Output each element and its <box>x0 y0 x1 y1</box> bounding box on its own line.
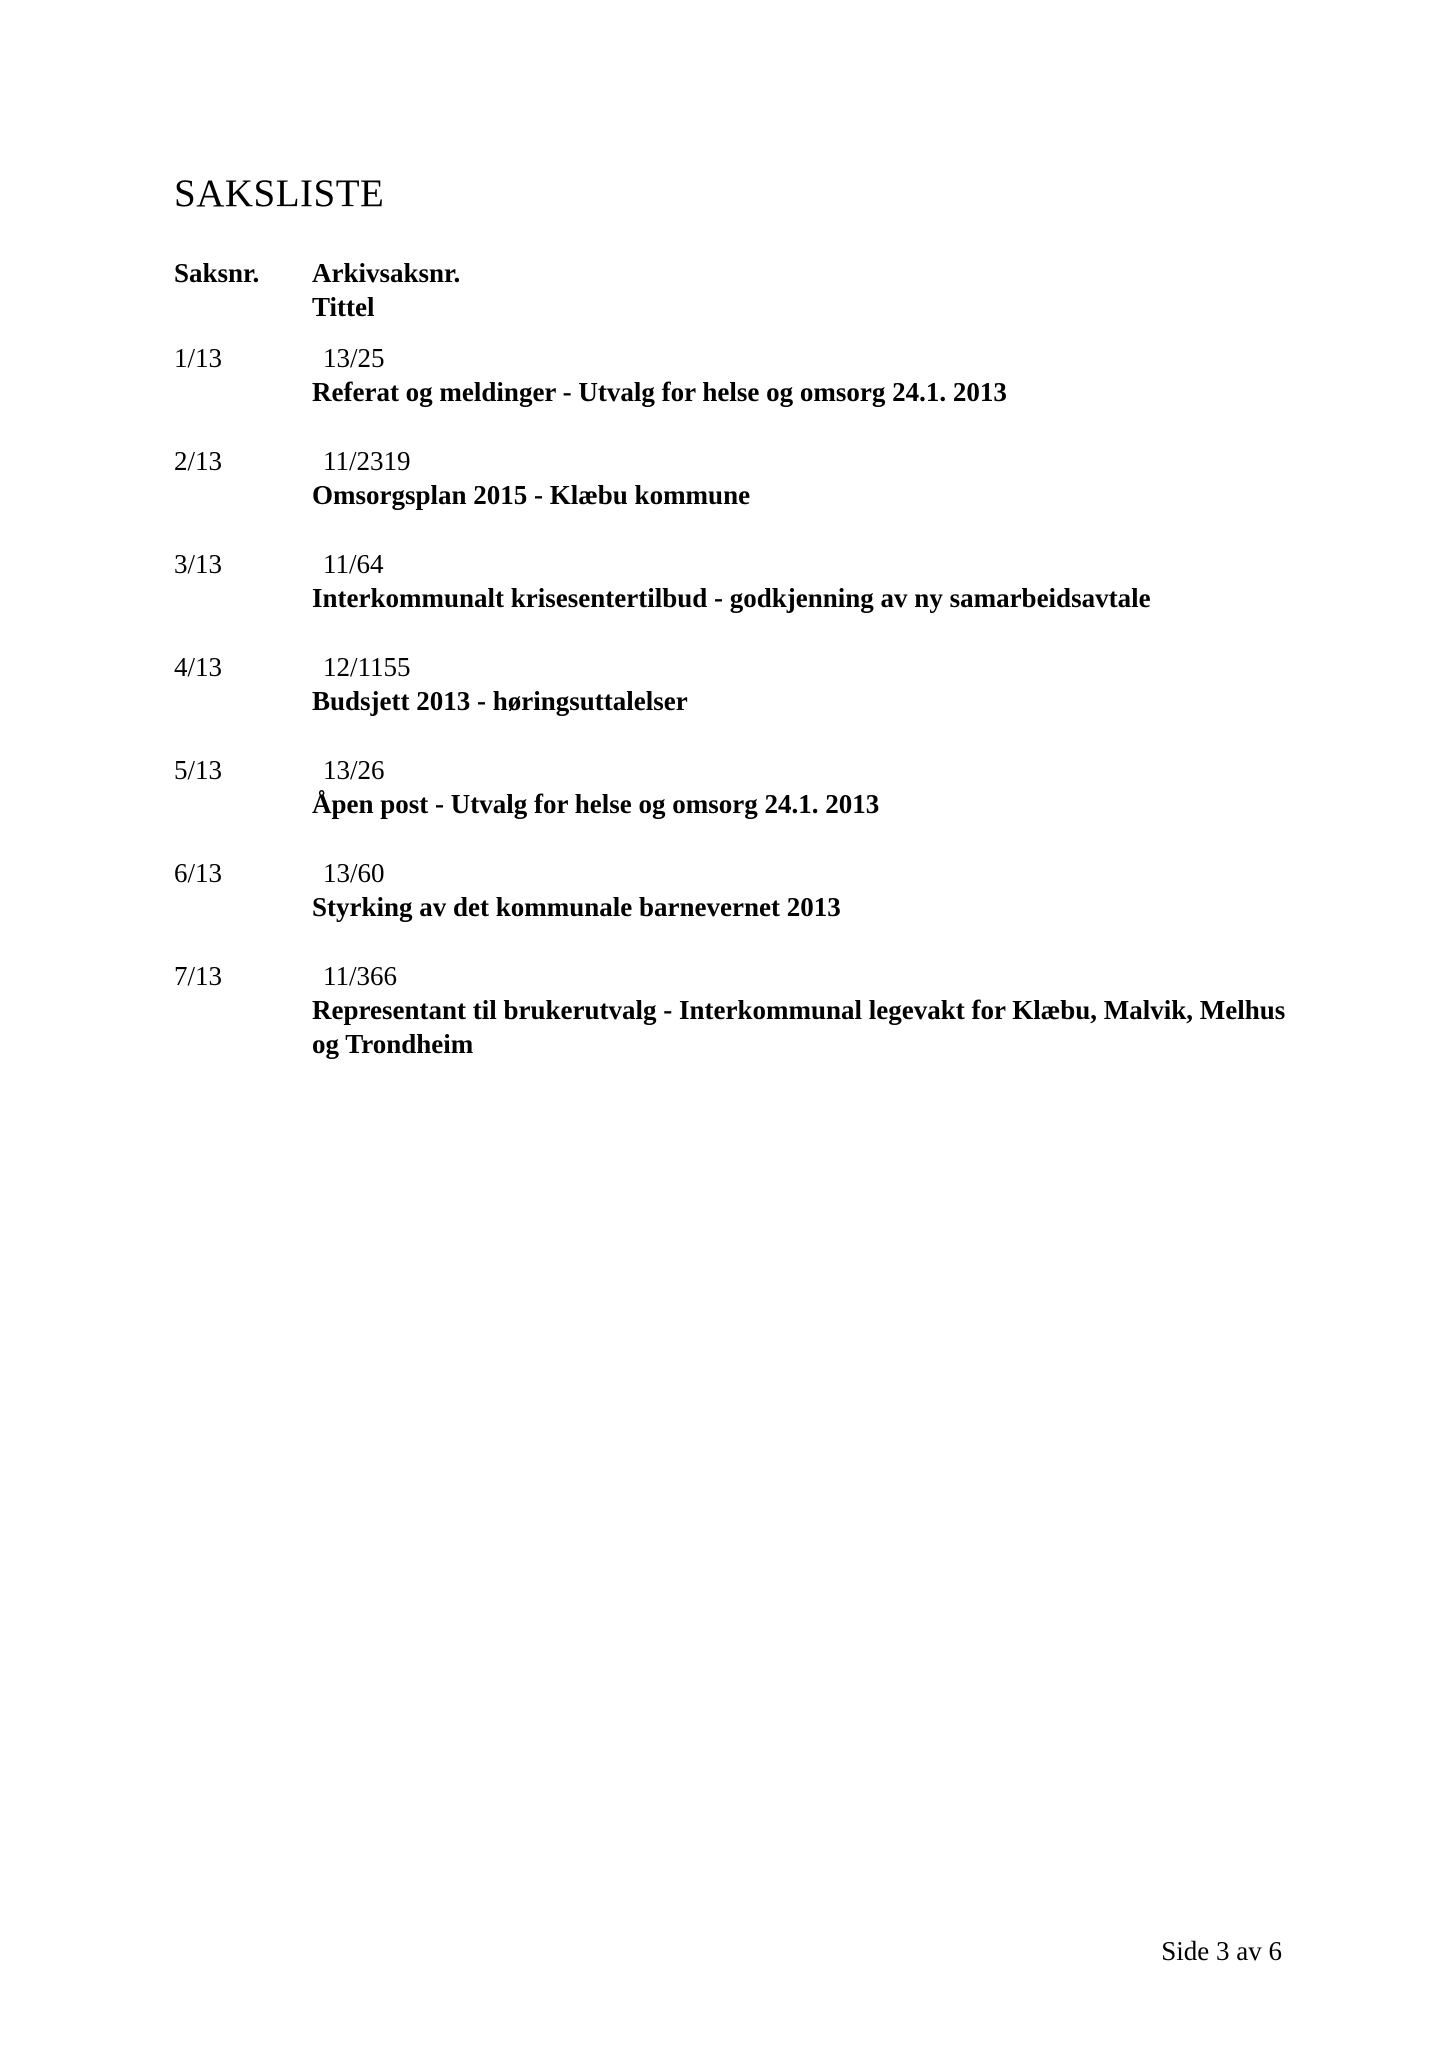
case-saksnr: 5/13 <box>174 755 223 785</box>
page-title: SAKSLISTE <box>174 172 385 215</box>
case-title: Åpen post - Utvalg for helse og omsorg 24.1. 2013 <box>312 789 880 819</box>
case-arkivsaksnr: 12/1155 <box>323 652 411 682</box>
case-arkivsaksnr: 11/366 <box>323 961 397 991</box>
case-arkivsaksnr: 13/60 <box>323 858 385 888</box>
header-tittel: Tittel <box>312 292 375 322</box>
case-saksnr: 7/13 <box>174 961 223 991</box>
case-arkivsaksnr: 11/64 <box>323 549 384 579</box>
case-item <box>174 341 1314 444</box>
case-saksnr: 4/13 <box>174 652 223 682</box>
case-item <box>174 959 1314 1062</box>
case-title: Styrking av det kommunale barnevernet 2013 <box>312 892 841 922</box>
case-item <box>174 547 1314 650</box>
case-arkivsaksnr: 13/26 <box>323 755 385 785</box>
case-saksnr: 1/13 <box>174 343 223 373</box>
header-saksnr: Saksnr. <box>174 258 260 288</box>
case-saksnr: 6/13 <box>174 858 223 888</box>
case-title: Budsjett 2013 - høringsuttalelser <box>312 686 688 716</box>
page-number: Side 3 av 6 <box>1161 1936 1282 1966</box>
case-title: Representant til brukerutvalg - Interkommunal legevakt for Klæbu, Malvik, Melhus og Trondheim <box>312 995 1286 1059</box>
case-title: Omsorgsplan 2015 - Klæbu kommune <box>312 480 751 510</box>
case-item <box>174 753 1314 856</box>
case-arkivsaksnr: 13/25 <box>323 343 385 373</box>
case-title: Referat og meldinger - Utvalg for helse og omsorg 24.1. 2013 <box>312 377 1007 407</box>
case-item <box>174 856 1314 959</box>
case-title: Interkommunalt krisesentertilbud - godkjenning av ny samarbeidsavtale <box>312 583 1151 613</box>
case-item <box>174 650 1314 753</box>
case-list <box>174 341 1314 1062</box>
case-saksnr: 2/13 <box>174 446 223 476</box>
case-item <box>174 444 1314 547</box>
case-saksnr: 3/13 <box>174 549 223 579</box>
header-arkivsaksnr: Arkivsaksnr. <box>312 258 461 288</box>
case-arkivsaksnr: 11/2319 <box>323 446 411 476</box>
